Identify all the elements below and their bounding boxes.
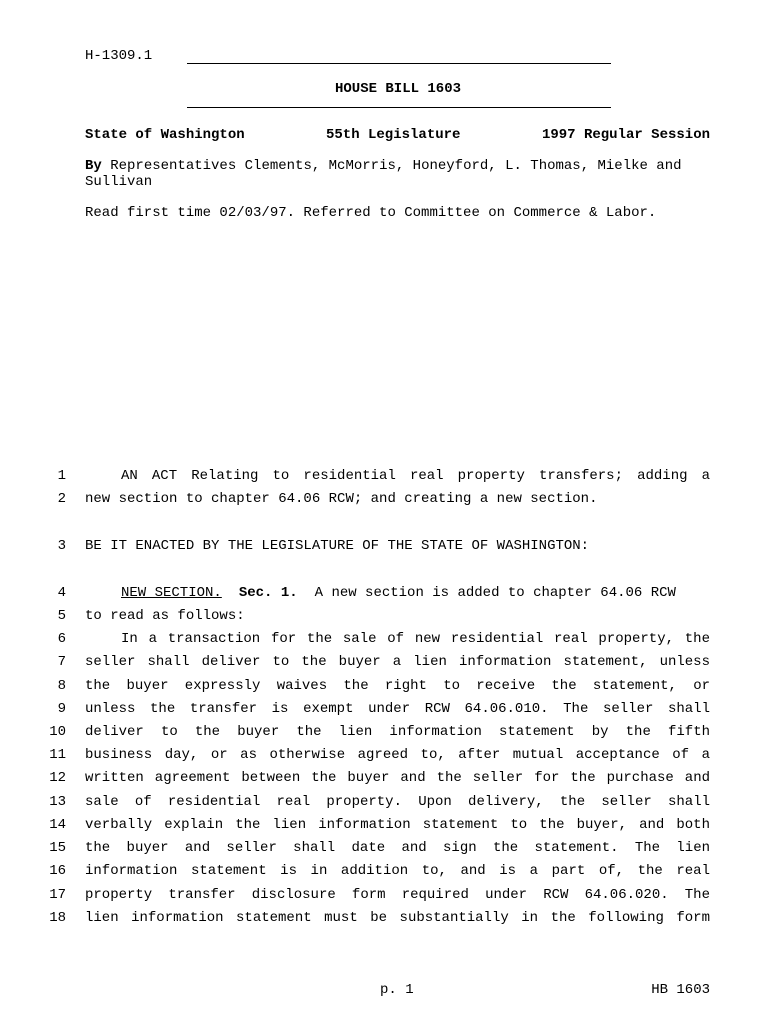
line-number: 17 bbox=[49, 887, 66, 903]
new-section-marker: NEW SECTION. bbox=[121, 585, 222, 601]
line-number: 7 bbox=[57, 654, 66, 670]
line-number: 3 bbox=[57, 538, 66, 554]
line-number: 2 bbox=[57, 491, 66, 507]
line-number: 6 bbox=[57, 631, 66, 647]
body-line: AN ACT Relating to residential real property transfers; adding a bbox=[121, 468, 710, 484]
section-heading-line bbox=[85, 585, 710, 601]
body-line: business day, or as otherwise agreed to, after mutual acceptance of a bbox=[85, 747, 710, 763]
body-line: the buyer expressly waives the right to receive the statement, or bbox=[85, 678, 710, 694]
body-line: In a transaction for the sale of new residential real property, the bbox=[121, 631, 710, 647]
line-number: 4 bbox=[57, 585, 66, 601]
page-number: p. 1 bbox=[380, 982, 414, 998]
sponsors-line-2: Sullivan bbox=[85, 174, 153, 190]
bill-reference: HB 1603 bbox=[651, 982, 710, 998]
sponsors-line-1 bbox=[85, 158, 710, 174]
legislature-label: 55th Legislature bbox=[326, 127, 461, 143]
body-line: unless the transfer is exempt under RCW 64.06.010. The seller shall bbox=[85, 701, 710, 717]
line-number: 12 bbox=[49, 770, 66, 786]
body-line: written agreement between the buyer and the seller for the purchase and bbox=[85, 770, 710, 786]
body-line: property transfer disclosure form required under RCW 64.06.020. The bbox=[85, 887, 710, 903]
line-number: 5 bbox=[57, 608, 66, 624]
read-first-time: Read first time 02/03/97. Referred to Committee on Commerce & Labor. bbox=[85, 205, 657, 221]
line-number: 10 bbox=[49, 724, 66, 740]
body-line: verbally explain the lien information statement to the buyer, and both bbox=[85, 817, 710, 833]
header-rule-bottom bbox=[187, 107, 611, 108]
body-line: deliver to the buyer the lien information statement by the fifth bbox=[85, 724, 710, 740]
section-number: Sec. 1. bbox=[238, 585, 298, 601]
line-number: 9 bbox=[57, 701, 66, 717]
line-number: 11 bbox=[49, 747, 66, 763]
line-number: 8 bbox=[57, 678, 66, 694]
line-number: 1 bbox=[57, 468, 66, 484]
body-line: to read as follows: bbox=[85, 608, 245, 624]
body-line: the buyer and seller shall date and sign the statement. The lien bbox=[85, 840, 710, 856]
document-number: H-1309.1 bbox=[85, 48, 153, 64]
body-line: A new section is added to chapter 64.06 RCW bbox=[314, 585, 676, 601]
sponsors-names: Representatives Clements, McMorris, Honeyford, L. Thomas, Mielke and bbox=[110, 158, 682, 174]
body-line: lien information statement must be substantially in the following form bbox=[85, 910, 710, 926]
header-rule-top bbox=[187, 63, 611, 64]
body-line: sale of residential real property. Upon delivery, the seller shall bbox=[85, 794, 710, 810]
line-number: 18 bbox=[49, 910, 66, 926]
session-label: 1997 Regular Session bbox=[541, 127, 710, 143]
body-line: seller shall deliver to the buyer a lien information statement, unless bbox=[85, 654, 710, 670]
state-label: State of Washington bbox=[85, 127, 245, 143]
line-number: 15 bbox=[49, 840, 66, 856]
line-number: 14 bbox=[49, 817, 66, 833]
line-number: 16 bbox=[49, 863, 66, 879]
bill-title: HOUSE BILL 1603 bbox=[334, 81, 462, 97]
enacting-clause: BE IT ENACTED BY THE LEGISLATURE OF THE STATE OF WASHINGTON: bbox=[85, 538, 590, 554]
line-number: 13 bbox=[49, 794, 66, 810]
body-line: new section to chapter 64.06 RCW; and creating a new section. bbox=[85, 491, 598, 507]
body-line: information statement is in addition to, and is a part of, the real bbox=[85, 863, 710, 879]
by-label: By bbox=[85, 158, 102, 174]
